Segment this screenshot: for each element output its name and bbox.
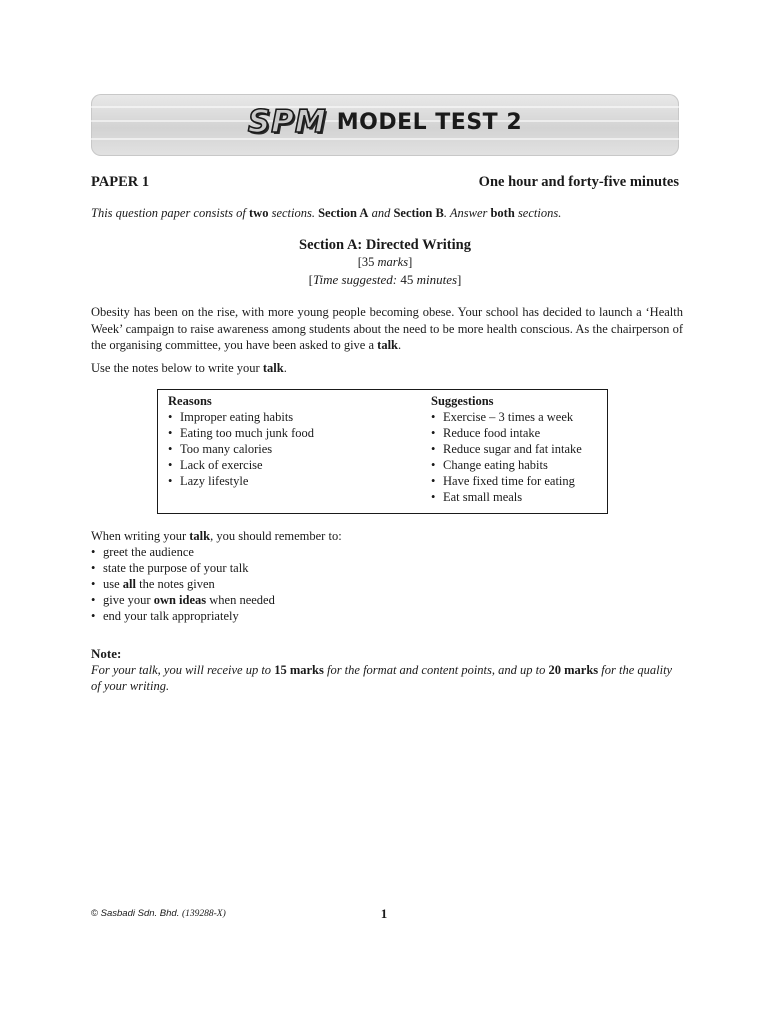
section-marks: [35 marks] bbox=[357, 255, 413, 269]
suggestion-item: • Exercise – 3 times a week bbox=[431, 409, 582, 425]
suggestions-column bbox=[431, 393, 582, 505]
banner-title: MODEL TEST 2 bbox=[336, 109, 523, 135]
note-text: For your talk, you will receive up to 15 marks for the format and content points, and up to 20 marks for the quality of your writing. bbox=[91, 663, 673, 693]
remember-item: • state the purpose of your talk bbox=[91, 560, 342, 576]
reasons-column bbox=[168, 393, 314, 489]
remember-lead: When writing your talk, you should remember to: bbox=[91, 529, 342, 543]
notes-box bbox=[157, 389, 608, 514]
reason-item: • Eating too much junk food bbox=[168, 425, 314, 441]
suggestions-heading: Suggestions bbox=[431, 394, 494, 408]
reason-item: • Lazy lifestyle bbox=[168, 473, 314, 489]
footer-copyright: © Sasbadi Sdn. Bhd. (139288-X) bbox=[91, 908, 226, 919]
paper-header bbox=[91, 174, 679, 191]
intro-instructions: This question paper consists of two sections. Section A and Section B. Answer both sections. bbox=[91, 206, 562, 220]
note-heading: Note: bbox=[91, 646, 122, 661]
paper-label: PAPER 1 bbox=[91, 174, 150, 190]
suggestion-item: • Have fixed time for eating bbox=[431, 473, 582, 489]
remember-item: • use all the notes given bbox=[91, 576, 342, 592]
suggestion-item: • Eat small meals bbox=[431, 489, 582, 505]
paper-duration: One hour and forty-five minutes bbox=[478, 174, 679, 190]
reason-item: • Lack of exercise bbox=[168, 457, 314, 473]
spm-logo: SPM bbox=[247, 104, 327, 140]
suggestion-item: • Reduce sugar and fat intake bbox=[431, 441, 582, 457]
task-paragraph: Obesity has been on the rise, with more young people becoming obese. Your school has decided to launch a ‘Health Week’ campaign to raise awareness among students about the need to be more health conscious. As the chairperson of the organising committee, you have been asked to give a talk. bbox=[91, 305, 683, 352]
suggestion-item: • Change eating habits bbox=[431, 457, 582, 473]
remember-list bbox=[91, 528, 342, 624]
section-time: [Time suggested: 45 minutes] bbox=[308, 272, 462, 287]
use-notes-instruction: Use the notes below to write your talk. bbox=[91, 361, 287, 375]
suggestion-item: • Reduce food intake bbox=[431, 425, 582, 441]
reason-item: • Too many calories bbox=[168, 441, 314, 457]
remember-item: • greet the audience bbox=[91, 544, 342, 560]
remember-item: • give your own ideas when needed bbox=[91, 592, 342, 608]
page-number: 1 bbox=[380, 906, 388, 921]
remember-item: • end your talk appropriately bbox=[91, 608, 342, 624]
section-title: Section A: Directed Writing bbox=[299, 237, 471, 253]
reasons-heading: Reasons bbox=[168, 394, 212, 408]
reason-item: • Improper eating habits bbox=[168, 409, 314, 425]
title-banner bbox=[91, 94, 679, 156]
